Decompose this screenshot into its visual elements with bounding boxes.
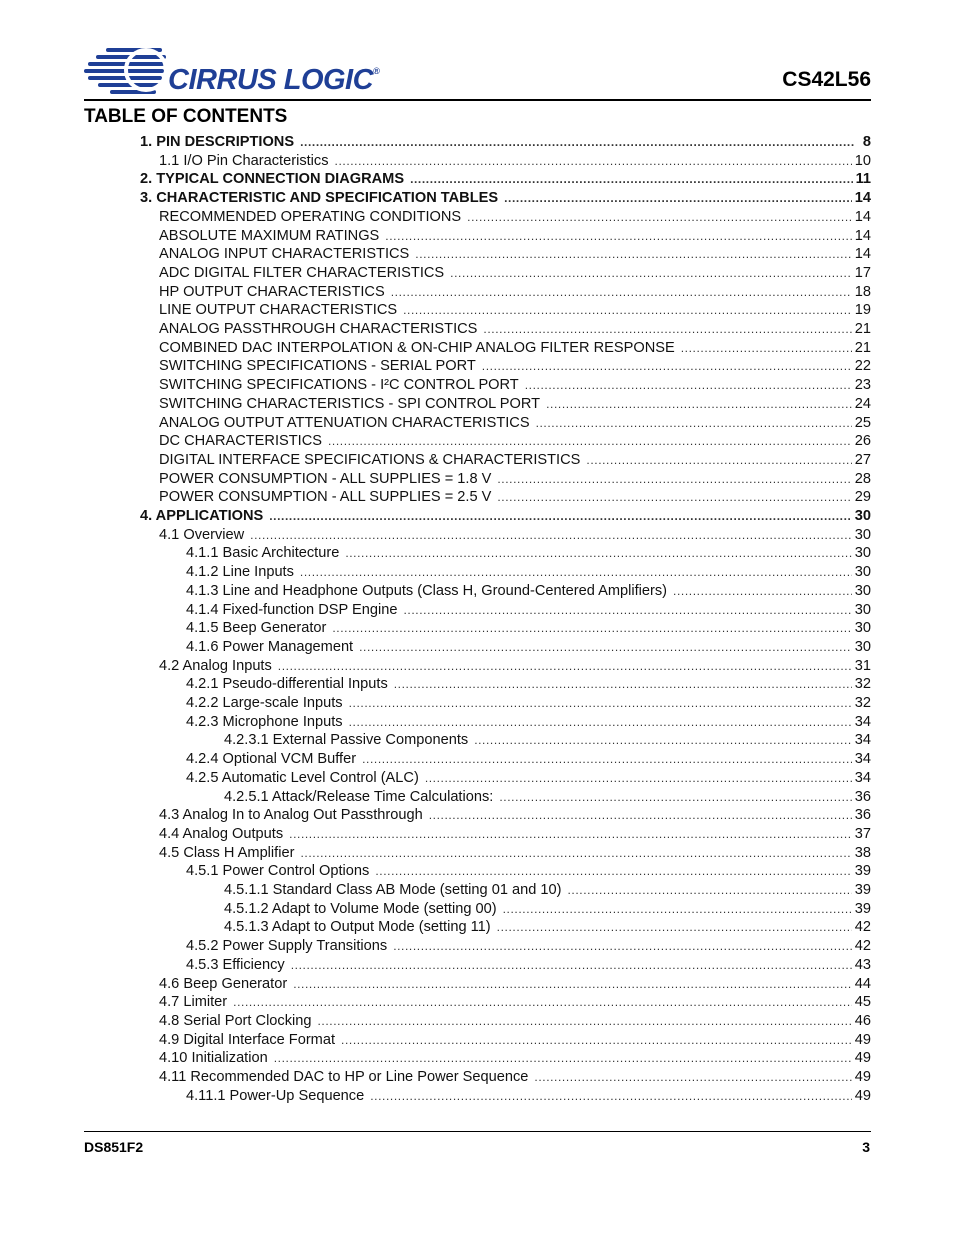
toc-entry[interactable] bbox=[186, 694, 871, 712]
cirrus-logic-swoosh-icon bbox=[84, 42, 174, 98]
toc-dot-leader bbox=[482, 358, 852, 375]
toc-entry-title: 4.5.1.1 Standard Class AB Mode (setting 01 and 10) bbox=[224, 882, 562, 898]
toc-entry[interactable] bbox=[186, 713, 871, 731]
page-number: 3 bbox=[862, 1139, 870, 1155]
toc-heading: TABLE OF CONTENTS bbox=[84, 106, 288, 127]
toc-dot-leader bbox=[536, 415, 852, 432]
toc-entry[interactable] bbox=[186, 619, 871, 637]
toc-entry[interactable] bbox=[186, 750, 871, 768]
toc-entry[interactable] bbox=[159, 357, 871, 375]
toc-entry-title: 4.2.1 Pseudo-differential Inputs bbox=[186, 676, 388, 693]
toc-entry-title: 4.11 Recommended DAC to HP or Line Power Sequence bbox=[159, 1069, 529, 1085]
toc-entry-title: ABSOLUTE MAXIMUM RATINGS bbox=[159, 227, 380, 244]
toc-dot-leader bbox=[370, 1088, 852, 1105]
toc-entry-page: 49 bbox=[854, 1069, 871, 1085]
toc-entry-title: 4.5.1.3 Adapt to Output Mode (setting 11) bbox=[224, 919, 491, 936]
toc-dot-leader bbox=[546, 396, 852, 413]
toc-entry-title: 4.5.1.2 Adapt to Volume Mode (setting 00) bbox=[224, 900, 497, 917]
toc-entry-title: 4.11.1 Power-Up Sequence bbox=[186, 1087, 365, 1104]
toc-entry-title: SWITCHING SPECIFICATIONS - I²C CONTROL PORT bbox=[159, 377, 519, 394]
toc-entry-page: 30 bbox=[854, 620, 871, 637]
toc-dot-leader bbox=[497, 471, 851, 488]
toc-entry-title: 1. PIN DESCRIPTIONS bbox=[140, 134, 295, 150]
toc-dot-leader bbox=[318, 1013, 852, 1030]
toc-entry-page: 49 bbox=[854, 1087, 871, 1104]
toc-entry-title: DC CHARACTERISTICS bbox=[159, 433, 322, 450]
toc-entry[interactable] bbox=[159, 470, 871, 488]
toc-entry-title: 4.2.2 Large-scale Inputs bbox=[186, 695, 343, 711]
toc-entry-page: 32 bbox=[854, 676, 871, 693]
toc-dot-leader bbox=[345, 545, 851, 562]
toc-entry-page: 42 bbox=[854, 919, 871, 936]
toc-entry-page: 39 bbox=[854, 882, 871, 898]
toc-entry[interactable] bbox=[159, 395, 871, 413]
toc-entry-page: 17 bbox=[854, 264, 871, 281]
toc-entry[interactable] bbox=[186, 862, 871, 880]
toc-dot-leader bbox=[467, 209, 852, 226]
toc-entry-page: 37 bbox=[854, 825, 871, 842]
toc-dot-leader bbox=[474, 732, 852, 749]
toc-entry-page: 34 bbox=[854, 751, 871, 768]
toc-entry[interactable] bbox=[159, 975, 871, 993]
toc-dot-leader bbox=[415, 246, 851, 263]
toc-entry[interactable] bbox=[159, 320, 871, 338]
toc-entry-title: COMBINED DAC INTERPOLATION & ON-CHIP ANALOG FILTER RESPONSE bbox=[159, 339, 675, 356]
toc-entry-title: 4.2 Analog Inputs bbox=[159, 657, 272, 674]
toc-dot-leader bbox=[673, 583, 852, 600]
toc-entry[interactable] bbox=[159, 264, 871, 282]
toc-entry[interactable] bbox=[159, 301, 871, 319]
toc-dot-leader bbox=[328, 433, 852, 450]
toc-entry-title: LINE OUTPUT CHARACTERISTICS bbox=[159, 302, 398, 319]
toc-entry[interactable] bbox=[186, 563, 871, 581]
toc-entry-page: 49 bbox=[854, 1031, 871, 1048]
toc-entry-page: 21 bbox=[854, 339, 871, 356]
toc-entry-title: 4.8 Serial Port Clocking bbox=[159, 1012, 312, 1029]
toc-entry-title: POWER CONSUMPTION - ALL SUPPLIES = 1.8 V bbox=[159, 470, 492, 487]
toc-entry[interactable] bbox=[159, 1068, 871, 1086]
toc-entry[interactable] bbox=[159, 414, 871, 432]
toc-entry[interactable] bbox=[159, 657, 871, 675]
toc-entry-title: 4.2.3 Microphone Inputs bbox=[186, 713, 343, 730]
toc-entry[interactable] bbox=[186, 544, 871, 562]
toc-entry-page: 38 bbox=[854, 844, 871, 861]
toc-entry-title: 4.1 Overview bbox=[159, 526, 245, 543]
toc-entry-title: 4.1.6 Power Management bbox=[186, 638, 354, 655]
toc-entry-title: 4.5.2 Power Supply Transitions bbox=[186, 938, 388, 955]
toc-dot-leader bbox=[233, 994, 852, 1011]
toc-entry[interactable] bbox=[140, 170, 871, 188]
toc-entry-title: 4.5.3 Efficiency bbox=[186, 956, 285, 973]
toc-entry-title: DIGITAL INTERFACE SPECIFICATIONS & CHARACTERISTICS bbox=[159, 451, 581, 468]
toc-dot-leader bbox=[359, 639, 852, 656]
toc-dot-leader bbox=[504, 190, 852, 207]
toc-dot-leader bbox=[497, 919, 852, 936]
toc-entry-page: 14 bbox=[854, 190, 871, 207]
toc-dot-leader bbox=[349, 714, 852, 731]
toc-entry-page: 34 bbox=[854, 732, 871, 749]
toc-entry-title: 4.2.4 Optional VCM Buffer bbox=[186, 751, 357, 768]
toc-dot-leader bbox=[568, 882, 852, 899]
toc-entry-page: 8 bbox=[862, 134, 871, 150]
toc-dot-leader bbox=[450, 265, 852, 282]
toc-entry[interactable] bbox=[224, 788, 871, 806]
toc-entry-title: SWITCHING CHARACTERISTICS - SPI CONTROL PORT bbox=[159, 395, 541, 412]
toc-entry-page: 31 bbox=[854, 657, 871, 674]
toc-entry[interactable] bbox=[159, 844, 871, 862]
toc-dot-leader bbox=[362, 751, 852, 768]
toc-dot-leader bbox=[534, 1069, 851, 1086]
toc-entry-page: 42 bbox=[854, 938, 871, 955]
toc-entry-title: 4.3 Analog In to Analog Out Passthrough bbox=[159, 807, 423, 824]
toc-entry[interactable] bbox=[186, 638, 871, 656]
toc-entry-page: 39 bbox=[854, 900, 871, 917]
toc-entry-title: 4.2.5 Automatic Level Control (ALC) bbox=[186, 769, 419, 786]
toc-entry-title: 3. CHARACTERISTIC AND SPECIFICATION TABLES bbox=[140, 190, 499, 207]
toc-entry-page: 30 bbox=[854, 564, 871, 581]
toc-entry-page: 30 bbox=[854, 638, 871, 655]
toc-entry-title: 4.1.2 Line Inputs bbox=[186, 564, 294, 581]
toc-dot-leader bbox=[391, 284, 852, 301]
toc-entry-page: 39 bbox=[854, 863, 871, 880]
toc-entry[interactable] bbox=[159, 1049, 871, 1067]
toc-dot-leader bbox=[586, 452, 851, 469]
document-id: DS851F2 bbox=[84, 1139, 144, 1155]
toc-entry-page: 28 bbox=[854, 470, 871, 487]
toc-entry-title: 4.2.5.1 Attack/Release Time Calculations: bbox=[224, 788, 494, 805]
toc-entry[interactable] bbox=[224, 881, 871, 899]
toc-entry-title: ANALOG OUTPUT ATTENUATION CHARACTERISTICS bbox=[159, 414, 530, 431]
page-header bbox=[84, 42, 871, 102]
toc-dot-leader bbox=[341, 1032, 852, 1049]
logo-wordmark: CIRRUS LOGIC® bbox=[168, 64, 380, 96]
toc-entry[interactable] bbox=[159, 526, 871, 544]
toc-dot-leader bbox=[425, 770, 852, 787]
toc-entry-title: 2. TYPICAL CONNECTION DIAGRAMS bbox=[140, 171, 405, 188]
toc-dot-leader bbox=[385, 228, 851, 245]
toc-entry[interactable] bbox=[159, 488, 871, 506]
toc-entry[interactable] bbox=[224, 731, 871, 749]
toc-entry[interactable] bbox=[159, 245, 871, 263]
toc-entry[interactable] bbox=[186, 675, 871, 693]
toc-entry-title: 4.10 Initialization bbox=[159, 1050, 268, 1067]
toc-entry[interactable] bbox=[159, 451, 871, 469]
toc-entry-page: 21 bbox=[854, 321, 871, 337]
toc-entry[interactable] bbox=[159, 1012, 871, 1030]
toc-dot-leader bbox=[403, 302, 852, 319]
toc-dot-leader bbox=[300, 845, 851, 862]
toc-entry[interactable] bbox=[159, 432, 871, 450]
toc-entry[interactable] bbox=[140, 189, 871, 207]
toc-entry-page: 43 bbox=[854, 956, 871, 973]
toc-entry-title: 4.6 Beep Generator bbox=[159, 975, 288, 992]
toc-dot-leader bbox=[429, 807, 852, 824]
toc-dot-leader bbox=[250, 527, 852, 544]
toc-entry-page: 34 bbox=[854, 769, 871, 786]
toc-entry-title: 1.1 I/O Pin Characteristics bbox=[159, 152, 329, 169]
toc-entry[interactable] bbox=[159, 806, 871, 824]
toc-entry-title: POWER CONSUMPTION - ALL SUPPLIES = 2.5 V bbox=[159, 489, 492, 506]
toc-entry[interactable] bbox=[186, 956, 871, 974]
toc-dot-leader bbox=[394, 676, 852, 693]
toc-dot-leader bbox=[403, 602, 851, 619]
toc-entry[interactable] bbox=[186, 582, 871, 600]
toc-dot-leader bbox=[332, 620, 851, 637]
toc-entry-title: RECOMMENDED OPERATING CONDITIONS bbox=[159, 208, 462, 225]
toc-dot-leader bbox=[681, 340, 852, 357]
toc-entry-page: 30 bbox=[854, 526, 871, 543]
toc-entry-title: ANALOG INPUT CHARACTERISTICS bbox=[159, 246, 410, 263]
toc-entry-page: 34 bbox=[854, 713, 871, 730]
toc-entry-page: 32 bbox=[854, 695, 871, 711]
toc-dot-leader bbox=[375, 863, 851, 880]
toc-entry-title: 4.1.5 Beep Generator bbox=[186, 620, 327, 637]
toc-dot-leader bbox=[274, 1050, 852, 1067]
toc-dot-leader bbox=[289, 826, 852, 843]
toc-entry-page: 24 bbox=[854, 395, 871, 412]
cirrus-logic-logo bbox=[84, 42, 380, 98]
toc-entry-page: 44 bbox=[854, 975, 871, 992]
toc-entry-page: 23 bbox=[854, 377, 871, 394]
toc-entry-page: 11 bbox=[855, 171, 871, 188]
toc-entry-title: ADC DIGITAL FILTER CHARACTERISTICS bbox=[159, 264, 445, 281]
toc-entry[interactable] bbox=[159, 283, 871, 301]
toc-entry[interactable] bbox=[224, 918, 871, 936]
toc-dot-leader bbox=[393, 938, 852, 955]
toc-entry-page: 30 bbox=[854, 508, 871, 524]
toc-entry[interactable] bbox=[159, 825, 871, 843]
toc-entry-title: 4.5.1 Power Control Options bbox=[186, 863, 370, 880]
toc-entry[interactable] bbox=[140, 133, 871, 151]
toc-dot-leader bbox=[499, 789, 851, 806]
toc-dot-leader bbox=[278, 658, 852, 675]
toc-entry-page: 36 bbox=[854, 807, 871, 824]
toc-entry[interactable] bbox=[186, 1087, 871, 1105]
toc-entry[interactable] bbox=[140, 507, 871, 525]
toc-entry-title: 4.1.3 Line and Headphone Outputs (Class H, Ground-Centered Amplifiers) bbox=[186, 582, 668, 599]
toc-entry-title: 4. APPLICATIONS bbox=[140, 508, 264, 524]
toc-entry[interactable] bbox=[224, 900, 871, 918]
toc-entry-page: 14 bbox=[854, 227, 871, 244]
toc-dot-leader bbox=[497, 489, 851, 506]
toc-entry-title: ANALOG PASSTHROUGH CHARACTERISTICS bbox=[159, 321, 478, 337]
toc-dot-leader bbox=[335, 153, 852, 170]
toc-entry-page: 25 bbox=[854, 414, 871, 431]
toc-entry-title: 4.1.4 Fixed-function DSP Engine bbox=[186, 601, 398, 618]
toc-dot-leader bbox=[300, 564, 852, 581]
toc-entry-title: 4.9 Digital Interface Format bbox=[159, 1031, 336, 1048]
toc-entry-page: 26 bbox=[854, 433, 871, 450]
toc-entry-page: 27 bbox=[854, 451, 871, 468]
toc-entry-title: 4.5 Class H Amplifier bbox=[159, 844, 295, 861]
toc-entry[interactable] bbox=[159, 339, 871, 357]
header-divider bbox=[84, 99, 871, 101]
toc-dot-leader bbox=[525, 377, 852, 394]
toc-dot-leader bbox=[410, 171, 853, 188]
toc-entry-page: 18 bbox=[854, 283, 871, 300]
toc-dot-leader bbox=[300, 134, 854, 151]
toc-dot-leader bbox=[349, 695, 852, 712]
toc-entry-title: 4.7 Limiter bbox=[159, 994, 228, 1011]
toc-entry-title: SWITCHING SPECIFICATIONS - SERIAL PORT bbox=[159, 358, 476, 375]
toc-entry[interactable] bbox=[186, 769, 871, 787]
toc-entry-page: 14 bbox=[854, 246, 871, 263]
toc-entry-page: 30 bbox=[854, 601, 871, 618]
toc-dot-leader bbox=[269, 508, 852, 525]
toc-entry-page: 30 bbox=[854, 582, 871, 599]
toc-entry[interactable] bbox=[186, 601, 871, 619]
toc-entry-page: 36 bbox=[854, 788, 871, 805]
toc-entry-page: 45 bbox=[854, 994, 871, 1011]
footer-divider bbox=[84, 1131, 871, 1132]
toc-entry-page: 29 bbox=[854, 489, 871, 506]
toc-entry-title: 4.1.1 Basic Architecture bbox=[186, 545, 340, 562]
toc-entry-page: 10 bbox=[854, 152, 871, 169]
toc-dot-leader bbox=[293, 976, 852, 993]
toc-entry[interactable] bbox=[159, 227, 871, 245]
toc-entry-page: 19 bbox=[854, 302, 871, 319]
toc-dot-leader bbox=[503, 901, 852, 918]
toc-entry[interactable] bbox=[159, 993, 871, 1011]
toc-entry-title: HP OUTPUT CHARACTERISTICS bbox=[159, 283, 385, 300]
toc-entry-title: 4.4 Analog Outputs bbox=[159, 825, 284, 842]
toc-entry[interactable] bbox=[159, 152, 871, 170]
toc-entry-page: 49 bbox=[854, 1050, 871, 1067]
toc-entry[interactable] bbox=[186, 937, 871, 955]
toc-entry[interactable] bbox=[159, 1031, 871, 1049]
toc-entry-page: 46 bbox=[854, 1012, 871, 1029]
toc-entry-page: 14 bbox=[854, 208, 871, 225]
toc-entry[interactable] bbox=[159, 376, 871, 394]
toc-entry[interactable] bbox=[159, 208, 871, 226]
toc-entry-page: 30 bbox=[854, 545, 871, 562]
toc-entry-title: 4.2.3.1 External Passive Components bbox=[224, 732, 469, 749]
toc-entry-page: 22 bbox=[854, 358, 871, 375]
toc-dot-leader bbox=[483, 321, 851, 338]
part-number: CS42L56 bbox=[782, 68, 871, 91]
toc-dot-leader bbox=[291, 957, 852, 974]
